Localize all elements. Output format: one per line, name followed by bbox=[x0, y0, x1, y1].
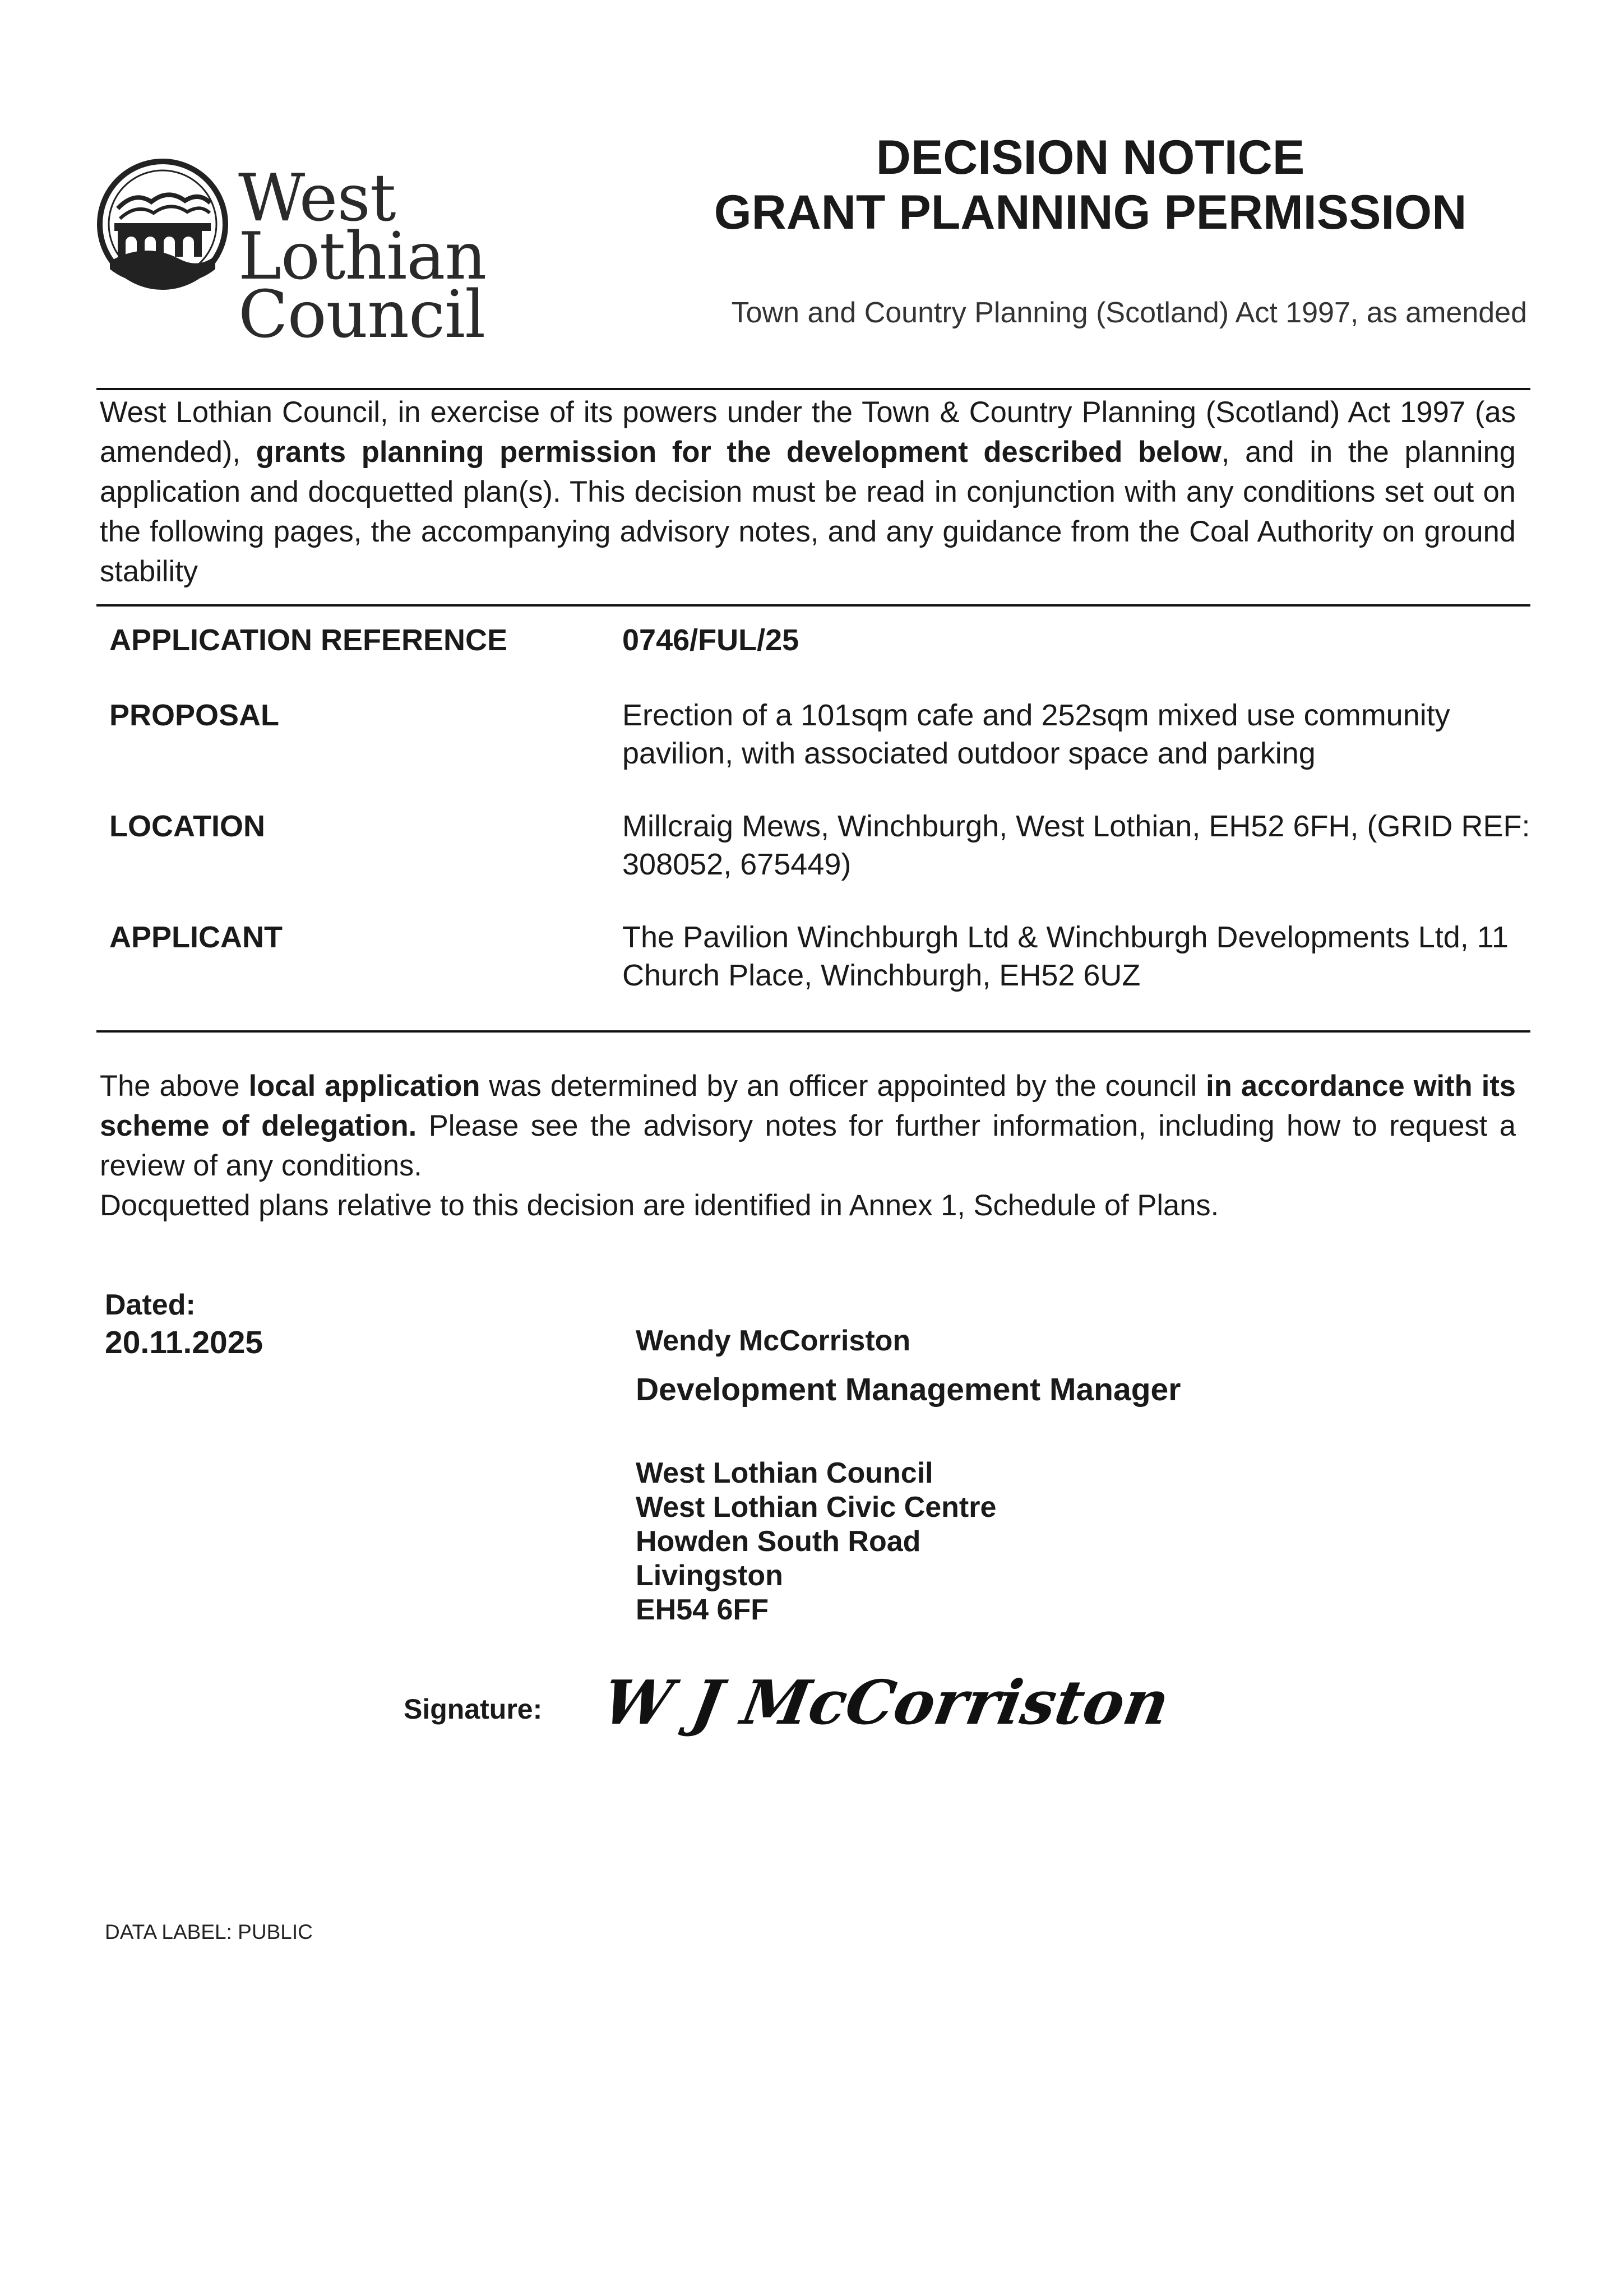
divider-top bbox=[96, 388, 1530, 390]
intro-bold: grants planning permission for the development described below bbox=[256, 436, 1222, 469]
applicant-value: The Pavilion Winchburgh Ltd & Winchburgh Developments Ltd, 11 Church Place, Winchburgh, EH52 6UZ bbox=[622, 920, 1509, 992]
handwritten-signature bbox=[598, 1662, 1175, 1757]
council-address bbox=[636, 1456, 996, 1627]
address-line: West Lothian Civic Centre bbox=[636, 1491, 997, 1524]
intro-text-2: , and in the planning application and docquetted plan(s). This decision must be read in conjunction with any conditions set out on the following pages, the accompanying advisory notes, and any guidance from the Coal Authority on ground stability bbox=[100, 436, 1516, 588]
signature-label: Signature: bbox=[404, 1693, 543, 1725]
address-line: Livingston bbox=[636, 1559, 783, 1592]
address-line: Howden South Road bbox=[636, 1525, 921, 1558]
location-value: Millcraig Mews, Winchburgh, West Lothian, EH52 6FH, (GRID REF: 308052, 675449) bbox=[622, 809, 1530, 881]
determination-text-2: was determined by an officer appointed by the council bbox=[480, 1070, 1206, 1103]
applicant-label: APPLICANT bbox=[109, 920, 283, 954]
title-block bbox=[661, 130, 1519, 240]
logo-line2: Council bbox=[238, 277, 485, 353]
dated-value: 20.11.2025 bbox=[105, 1325, 263, 1360]
page-title-line1: DECISION NOTICE bbox=[876, 131, 1305, 184]
officer-name: Wendy McCorriston bbox=[636, 1325, 911, 1357]
proposal-value: Erection of a 101sqm cafe and 252sqm mixed use community pavilion, with associated outdoor space and parking bbox=[622, 698, 1450, 770]
officer-role: Development Management Manager bbox=[636, 1372, 1181, 1408]
application-reference-label: APPLICATION REFERENCE bbox=[109, 623, 508, 657]
intro-paragraph bbox=[100, 392, 1516, 591]
legislation-subtitle: Town and Country Planning (Scotland) Act 1997, as amended bbox=[731, 297, 1527, 329]
page-title-line2: GRANT PLANNING PERMISSION bbox=[714, 186, 1467, 239]
location-label: LOCATION bbox=[109, 809, 265, 843]
address-line: West Lothian Council bbox=[636, 1457, 933, 1489]
plans-note: Docquetted plans relative to this decision are identified in Annex 1, Schedule of Plans. bbox=[100, 1189, 1219, 1222]
determination-bold-1: local application bbox=[248, 1070, 480, 1103]
proposal-label: PROPOSAL bbox=[109, 698, 280, 732]
determination-text-1: The above bbox=[100, 1070, 249, 1103]
determination-paragraph bbox=[100, 1066, 1516, 1186]
data-classification-label: DATA LABEL: PUBLIC bbox=[105, 1920, 313, 1943]
west-lothian-council-seal-icon bbox=[95, 157, 230, 291]
logo-line1: West Lothian bbox=[238, 160, 487, 294]
divider-intro bbox=[96, 604, 1530, 607]
divider-table bbox=[96, 1030, 1530, 1033]
determination-bold-2: in accordance with its scheme of delegation. bbox=[100, 1070, 1516, 1142]
logo-wordmark bbox=[238, 160, 600, 353]
address-line: EH54 6FF bbox=[636, 1594, 769, 1626]
determination-text-3: Please see the advisory notes for further information, including how to request a review of any conditions. bbox=[100, 1109, 1516, 1182]
signature-script: W J McCorriston bbox=[598, 1667, 1175, 1738]
dated-label: Dated: bbox=[105, 1289, 196, 1321]
application-reference-value: 0746/FUL/25 bbox=[622, 623, 799, 657]
intro-text-1: West Lothian Council, in exercise of its powers under the Town & Country Planning (Scotland) Act 1997 (as amended), bbox=[100, 396, 1516, 469]
council-logo bbox=[95, 157, 600, 353]
